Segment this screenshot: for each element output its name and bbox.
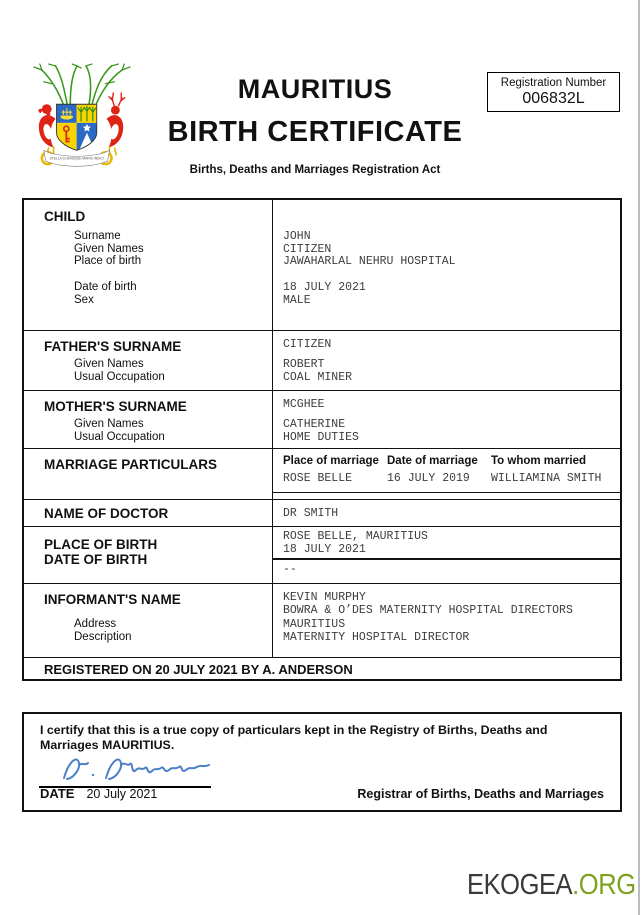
certification-statement: I certify that this is a true copy of particulars kept in the Registry of Births, Deaths and Marriages MAURITIUS. xyxy=(40,723,548,752)
father-section-title: FATHER'S SURNAME xyxy=(44,339,182,354)
certificate-table xyxy=(22,198,622,681)
place-of-birth-label: PLACE OF BIRTH xyxy=(44,537,158,552)
registrar-signature xyxy=(52,750,232,786)
dodo-supporter-icon xyxy=(38,104,55,155)
date-label: DATE xyxy=(40,786,75,801)
cane-leaves-icon xyxy=(34,64,130,84)
ekogea-logo-name: EKOGEA xyxy=(467,869,573,901)
mother-occupation-value: HOME DUTIES xyxy=(283,430,359,444)
child-surname-label: Surname xyxy=(74,230,121,242)
certification-date xyxy=(40,785,157,803)
marriage-cell-rule xyxy=(273,492,620,494)
country-title: MAURITIUS xyxy=(237,74,393,104)
registration-number-box xyxy=(487,72,620,112)
coat-motto: STELLA CLAVISQUE MARIS INDICI xyxy=(49,156,104,161)
father-occupation-label: Usual Occupation xyxy=(74,370,165,383)
child-surname-value: JOHN xyxy=(283,230,311,243)
mother-given-names-value: CATHERINE xyxy=(283,418,346,431)
child-sex-label: Sex xyxy=(74,293,94,306)
mother-given-names-label: Given Names xyxy=(74,418,144,430)
page-edge-line xyxy=(638,0,640,915)
shield-icon xyxy=(57,104,97,150)
informant-description-value: MATERNITY HOSPITAL DIRECTOR xyxy=(283,631,470,645)
birth-place-date-section xyxy=(24,526,620,583)
father-given-names-value: ROBERT xyxy=(283,358,325,371)
birth-cell-rule xyxy=(273,558,620,560)
to-whom-married-label: To whom married xyxy=(491,455,586,467)
informant-address-label: Address xyxy=(74,618,117,630)
informant-section xyxy=(24,583,620,657)
registration-number-label: Registration Number xyxy=(500,77,607,89)
date-of-birth-value: 18 JULY 2021 xyxy=(283,542,366,556)
marriage-section-title: MARRIAGE PARTICULARS xyxy=(44,457,217,472)
mother-section xyxy=(24,390,620,448)
to-whom-married-value: WILLIAMINA SMITH xyxy=(491,472,602,485)
ekogea-logo-tld: .ORG xyxy=(572,869,636,901)
child-sex-value: MALE xyxy=(283,293,311,307)
mother-surname-value: MCGHEE xyxy=(283,398,325,411)
child-date-of-birth-label: Date of birth xyxy=(74,280,137,293)
registrar-title: Registrar of Births, Deaths and Marriages xyxy=(357,787,604,801)
child-place-of-birth-value: JAWAHARLAL NEHRU HOSPITAL xyxy=(283,255,456,269)
palm-trees-icon xyxy=(78,106,96,121)
doctor-name-value: DR SMITH xyxy=(283,507,339,520)
sugar-canes-icon xyxy=(42,66,122,107)
certificate-title: BIRTH CERTIFICATE xyxy=(167,116,463,148)
date-of-birth-label: DATE OF BIRTH xyxy=(44,552,148,567)
father-given-names-label: Given Names xyxy=(74,358,144,370)
ekogea-logo xyxy=(467,869,636,902)
registration-number-value: 006832L xyxy=(522,90,585,107)
mother-section-title: MOTHER'S SURNAME xyxy=(44,399,187,414)
informant-organisation-value: BOWRA & O’DES MATERNITY HOSPITAL DIRECTORS xyxy=(283,604,573,618)
registered-row xyxy=(24,657,620,679)
registered-text: REGISTERED ON 20 JULY 2021 BY A. ANDERSON xyxy=(44,662,353,677)
header-titles xyxy=(120,74,510,176)
place-of-marriage-label: Place of marriage xyxy=(283,455,379,467)
father-occupation-value: COAL MINER xyxy=(283,370,353,384)
doctor-section-title: NAME OF DOCTOR xyxy=(44,506,169,521)
place-of-marriage-value: ROSE BELLE xyxy=(283,472,353,485)
informant-name-value: KEVIN MURPHY xyxy=(283,591,366,604)
child-given-names-label: Given Names xyxy=(74,242,144,255)
child-date-of-birth-value: 18 JULY 2021 xyxy=(283,280,366,294)
place-of-birth-value: ROSE BELLE, MAURITIUS xyxy=(283,530,428,543)
child-section xyxy=(24,200,620,330)
informant-address-value: MAURITIUS xyxy=(283,617,346,631)
date-of-marriage-label: Date of marriage xyxy=(387,455,478,467)
informant-section-title: INFORMANT'S NAME xyxy=(44,592,181,607)
father-section xyxy=(24,330,620,390)
doctor-section xyxy=(24,499,620,526)
informant-description-label: Description xyxy=(74,631,132,644)
certification-box xyxy=(22,712,622,812)
father-surname-value: CITIZEN xyxy=(283,338,332,351)
date-value: 20 July 2021 xyxy=(86,787,158,801)
mother-occupation-label: Usual Occupation xyxy=(74,430,165,443)
child-given-names-value: CITIZEN xyxy=(283,242,332,256)
child-section-title: CHILD xyxy=(44,209,86,224)
motto-scroll-icon xyxy=(42,150,112,166)
birth-note-value: -- xyxy=(283,563,297,576)
act-subtitle: Births, Deaths and Marriages Registration Act xyxy=(189,164,441,176)
child-place-of-birth-label: Place of birth xyxy=(74,255,142,268)
marriage-section xyxy=(24,448,620,499)
date-of-marriage-value: 16 JULY 2019 xyxy=(387,472,470,485)
